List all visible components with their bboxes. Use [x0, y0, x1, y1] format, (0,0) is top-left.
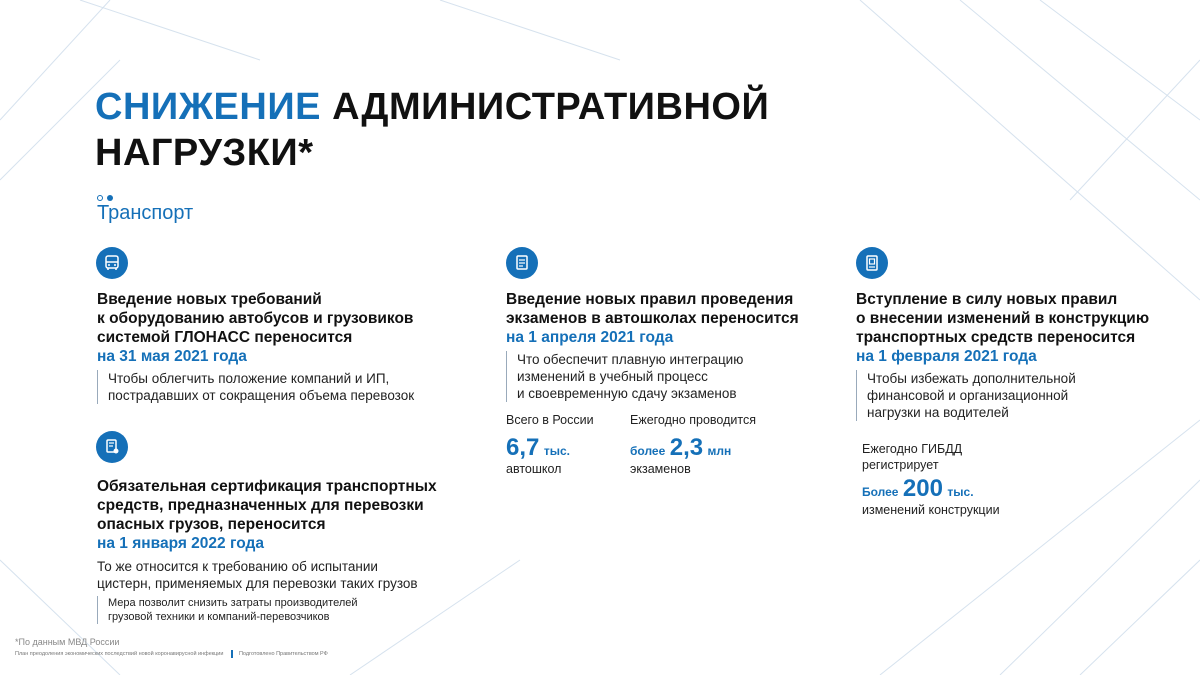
section-label: Транспорт	[97, 202, 194, 224]
block-date: на 1 февраля 2021 года	[856, 348, 1037, 365]
block-heading-line: системой ГЛОНАСС переносится	[97, 329, 353, 346]
note-line: Мера позволит снизить затраты производителей	[108, 597, 358, 609]
title-rest: АДМИНИСТРАТИВНОЙ	[332, 86, 770, 128]
note-line: Что обеспечит плавную интеграцию	[517, 352, 744, 367]
note-line: нагрузки на водителей	[867, 405, 1009, 420]
block-heading-line: транспортных средств переносится	[856, 329, 1136, 346]
stat-prefix: более	[630, 444, 666, 458]
footer	[15, 650, 328, 658]
block-heading-line: к оборудованию автобусов и грузовиков	[97, 310, 414, 327]
note-line: грузовой техники и компаний-перевозчиков	[108, 611, 330, 623]
note-line: пострадавших от сокращения объема перевозок	[108, 388, 415, 403]
stat-number: 200	[902, 475, 943, 502]
footnote: *По данным МВД России	[15, 637, 120, 647]
block-text	[97, 558, 477, 592]
dot-inactive	[97, 195, 103, 201]
block-heading-line: Обязательная сертификация транспортных	[97, 478, 437, 495]
block-heading-line: опасных грузов, переносится	[97, 516, 326, 533]
note-line: Чтобы облегчить положение компаний и ИП,	[108, 371, 390, 386]
bus-icon	[96, 247, 128, 279]
block-date: на 1 января 2022 года	[97, 535, 264, 552]
page-title	[95, 84, 769, 176]
text-line: То же относится к требованию об испытании	[97, 559, 378, 574]
stat-value	[506, 434, 594, 462]
block-date: на 31 мая 2021 года	[97, 348, 247, 365]
note-line: Чтобы избежать дополнительной	[867, 371, 1076, 386]
block-heading-line: о внесении изменений в конструкцию	[856, 310, 1150, 327]
block-glonass	[97, 290, 457, 404]
text-line: цистерн, применяемых для перевозки таких грузов	[97, 576, 418, 591]
footer-left: План преодоления экономических последствий новой коронавирусной инфекции	[15, 651, 224, 657]
stat-unit: тыс.	[947, 485, 974, 499]
stat-label: Всего в России	[506, 413, 594, 427]
stat-label: Ежегодно проводится	[630, 413, 756, 427]
block-note	[97, 596, 477, 624]
exam-document-icon	[506, 247, 538, 279]
stat-sub: изменений конструкции	[862, 503, 1000, 517]
stat-label: регистрирует	[862, 458, 939, 472]
title-line2: НАГРУЗКИ*	[95, 132, 314, 174]
block-heading-line: средств, предназначенных для перевозки	[97, 497, 424, 514]
stat-sub: автошкол	[506, 462, 562, 476]
stat-exams	[630, 412, 756, 476]
dot-active	[107, 195, 113, 201]
stat-driving-schools	[506, 412, 594, 476]
note-line: и своевременную сдачу экзаменов	[517, 386, 737, 401]
block-heading-line: экзаменов в автошколах переносится	[506, 310, 799, 327]
block-heading-line: Введение новых правил проведения	[506, 291, 794, 308]
stat-number: 2,3	[669, 434, 704, 461]
certificate-icon	[96, 431, 128, 463]
vehicle-registration-icon	[856, 247, 888, 279]
stat-unit: тыс.	[543, 444, 570, 458]
block-heading-line: Вступление в силу новых правил	[856, 291, 1118, 308]
block-heading-line: Введение новых требований	[97, 291, 322, 308]
block-exams	[506, 290, 826, 402]
stat-label: Ежегодно ГИБДД	[862, 442, 963, 456]
footer-separator	[231, 650, 233, 658]
block-date: на 1 апреля 2021 года	[506, 329, 674, 346]
note-line: финансовой и организационной	[867, 388, 1069, 403]
block-construction	[856, 290, 1186, 421]
stat-value	[862, 475, 1000, 503]
block-note	[506, 351, 826, 402]
stat-sub: экзаменов	[630, 462, 691, 476]
stat-gibdd	[862, 441, 1000, 517]
stat-value	[630, 434, 756, 462]
stat-prefix: Более	[862, 485, 899, 499]
footer-right: Подготовлено Правительством РФ	[238, 651, 328, 657]
stat-number: 6,7	[506, 434, 540, 461]
block-note	[97, 370, 457, 404]
stat-unit: млн	[707, 444, 732, 458]
block-note	[856, 370, 1186, 421]
title-accent: СНИЖЕНИЕ	[95, 86, 321, 128]
note-line: изменений в учебный процесс	[517, 369, 708, 384]
block-certification	[97, 477, 477, 624]
